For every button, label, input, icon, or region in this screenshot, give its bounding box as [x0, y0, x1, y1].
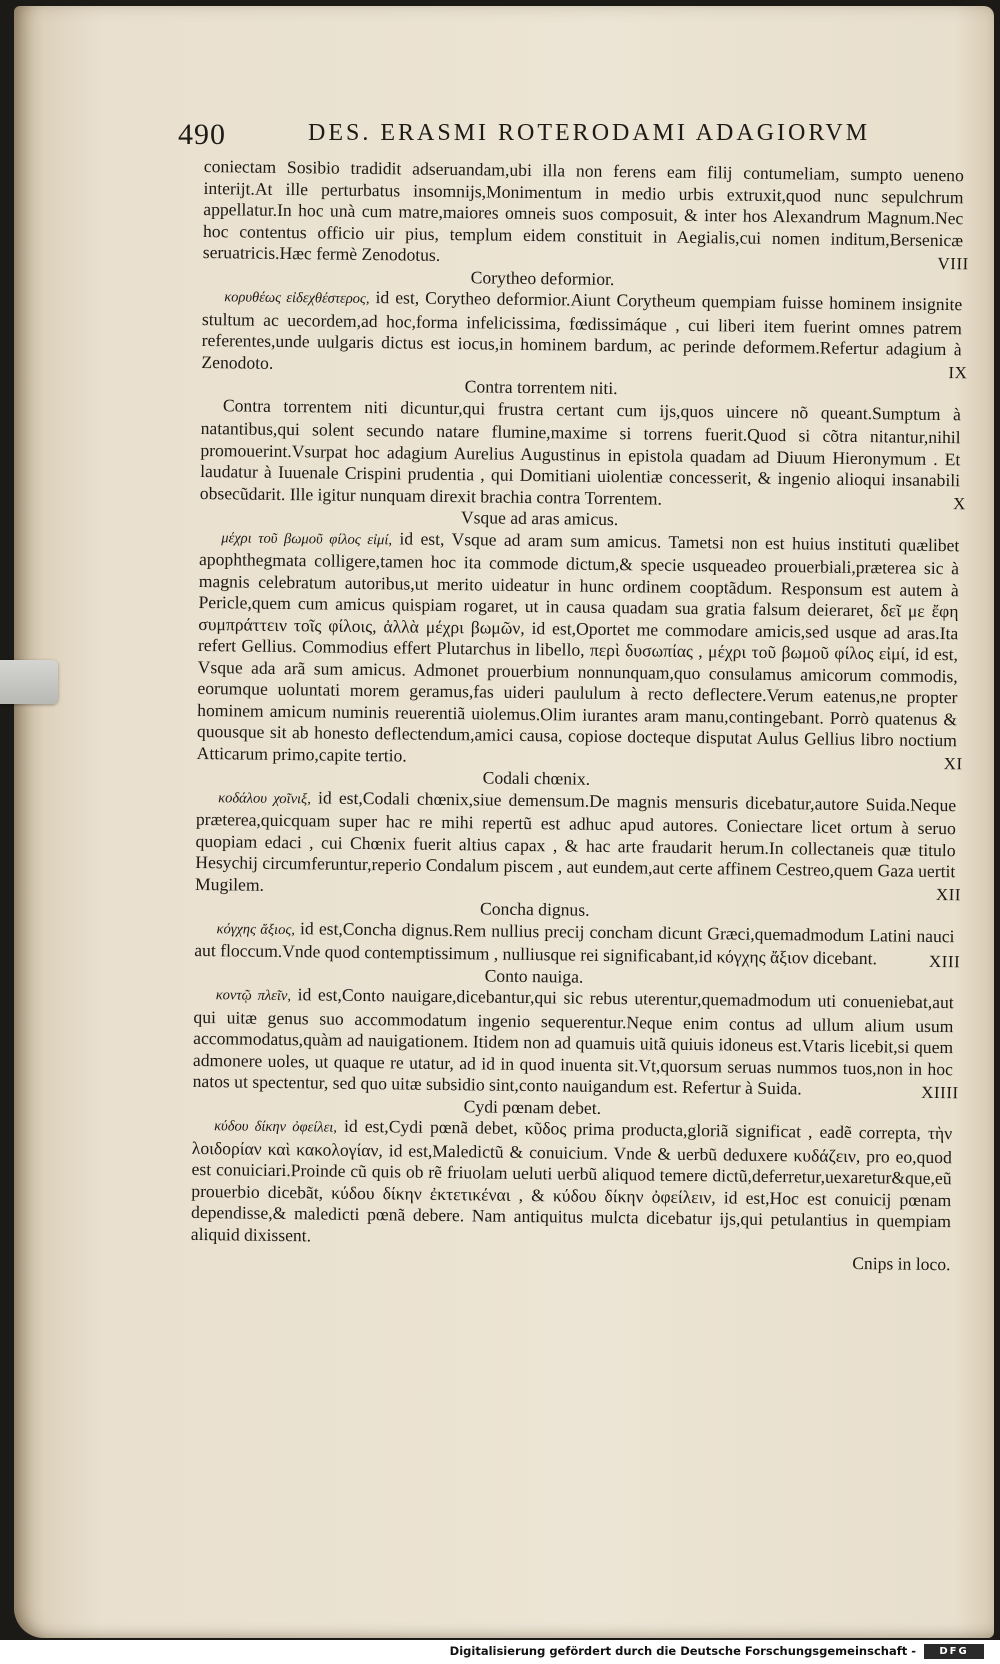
adage-block [192, 951, 961, 1101]
adage-block [190, 1082, 959, 1254]
text-body [190, 156, 969, 1276]
adage-greek: μέχρι τοῦ βωμοῦ φίλος εἰμί, [221, 529, 393, 548]
continuation-paragraph: coniectam Sosibio tradidit adseruandam,ubi illa non ferens eam filij contumeliam, sumpto ueneno interijt.At ille perturbatus insomnijs,Monimentum in medio urbis extruxit,quod nunc sepulchrum appellatur.In hoc unà cum matre,maiores omneis suos composuit, & inter hos Alexandrum Magnum.Nec hoc contentus officio uir pius, templum eidem constituit in Aegialis,cui nomen inditum,Bersenicæ seruatricis.Hæc fermè Zenodotus. [202, 156, 964, 265]
catchword: Cnips in loco. [852, 1253, 951, 1275]
adage-number: X [952, 494, 966, 514]
adage-title: Conto nauiga. [484, 964, 584, 987]
adage-number: VIII [937, 253, 969, 273]
adage-text-body: id est, Vsque ad aram sum amicus. Tametsi non est huius instituti quælibet apophthegmata colligere,tamen hoc ita commode dictum,& specie usqueadeo prouerbiali,præterea sic à magnis celebratum autoribus,ut merito uideatur in hunc ordinem cooptãdum. Responsum est autem à Pericle,quem cum amicus quispiam rogaret, ut in causa quadam sua gratia falsum deieraret, δεῖ με ἔφη συμπράττειν τοῖς φίλοις, ἀλλὰ μέχρι βωμῶν, id est,Oportet me commodare amicis,sed usque ad aras.Ita refert Gellius. Commodius effert Plutarchus in libello, περὶ δυσωπίας , μέχρι τοῦ βωμοῦ φίλος εἰμί, id est, Vsque ada arã sum amicus. Admonet prouerbium nonnunquam,quo consulamus amicorum commodis, eorumque uoluntati morem geramus,fas uideri paululum à recto deflectere.Verum eatenus,ne propter hominem amicum numinis reuerentiã uiolemus.Olim iurantes aram manu,contingebant. Porrò quatenus & quousque sit ab honesto deflectendum,amici causa, copiose docteque disputat Aulus Gellius libro noctium Atticarum primo,capite tertio. [196, 527, 960, 766]
adage-text [201, 285, 962, 382]
funding-credit: Digitalisierung gefördert durch die Deutsche Forschungsgemeinschaft - [449, 1644, 916, 1658]
running-head: DES. ERASMI ROTERODAMI ADAGIORVM [308, 120, 871, 146]
adage-text [191, 1114, 953, 1254]
adage-number: IX [948, 363, 968, 383]
adage-number: XIII [928, 951, 961, 971]
adage-text-body: Contra torrentem niti dicuntur,qui frustra certant cum ijs,quos uincere nõ queant.Sumptum à natantibus,qui solent secundo natare flumine,maxime si torrens fuerit.Quod si cõtra nitantur,nihil promouerint.Vsurpat hoc adagium Aurelius Augustinus in epistola quadam ad Diuum Hieronymum . Et laudatur à Iuuenale Crispini prudentia , qui Domitiani uiolentiæ concesserit, & ingenio alioqui insanabili obsecũdarit. Ille igitur nunquam direxit brachia contra Torrentem. [199, 394, 962, 509]
adage-number: XII [935, 884, 962, 905]
adage-text-body: id est, Corytheo deformior.Aiunt Corytheum quempiam fuisse hominem insignite stultum ac uecordem,ad hoc,forma infelicissima, fœdissimáque , cui liberi item fuerint omnes patrem referentes,unde uulgaris dictus est iocus,in hominem bardum, ac perinde deformem.Refertur adagium à Zenodoto. [201, 287, 963, 373]
footer-bar [0, 1640, 1000, 1664]
adage-title: Cydi pœnam debet. [463, 1095, 602, 1118]
adage-block [199, 363, 968, 513]
adage-title: Concha dignus. [479, 898, 590, 920]
adage-title: Corytheo deformior. [470, 266, 615, 289]
adage-greek: κόγχης ἄξιος, [216, 920, 296, 938]
bookmark-tab [0, 660, 58, 704]
adage-text-body: id est,Conto nauigare,dicebantur,qui sic rebus uterentur,quemadmodum uti conueniebat,aut qui uitæ genus suo accommodatum ingenio sequerentur.Neque enim contus ad ullum alium usum accommodatus,quàm ad nauigationem. Itidem non ad quamuis uitã quiuis idoneus est.Vtaris licebit,si quem admonere uoles, ut quaque re utatur, ad id in quod inuenta sit.Vt,quorsum seruas nummos tuos,non in hoc natos ut spectentur, sed quo uitæ subsidio sint,conto nauigandum est. Refertur à Suida. [192, 984, 954, 1099]
adage-number: XI [943, 754, 963, 774]
adage-text [200, 394, 961, 513]
adage-title: Vsque ad aras amicus. [460, 507, 619, 530]
adage-title: Codali chœnix. [482, 767, 591, 789]
adage-block [194, 884, 962, 971]
adage-block [194, 754, 963, 904]
dfg-logo-icon: DFG [924, 1644, 984, 1659]
adage-text [197, 525, 960, 773]
adage-title: Contra torrentem niti. [464, 376, 618, 399]
adage-text-body: id est,Cydi pœnã debet, κῦδος prima producta,gloriã significat , eadẽ correpta, τὴν λοιδορίαν καὶ κακολογίαν, id est,Maledictũ & conuicium. Vnde & uerbũ deduxere κυδάζειν, pro eo,quod est conuiciari.Proinde cũ quis ob rẽ friuolam ueluti uerbũ aliquod temere dictũ,deferretur,uexaretur&que,eũ prouerbio dicebãt, κύδου δίκην ἐκτετικέναι , & κύδου δίκην ὀφείλειν, id est,Hoc est conuicij pœnam dependisse,& maledicti pœnã debere. Nam antiquitus mulcta dicebatur ijs,qui petulantius in quempiam aliquid dixissent. [190, 1115, 953, 1245]
adage-greek: κορυθέως εἰδεχθέστερος, [224, 289, 370, 308]
adage-block [196, 494, 966, 773]
page-header [178, 118, 928, 152]
adage-greek: κοντῷ πλεῖν, [215, 987, 292, 1005]
adage-text [195, 785, 956, 904]
adage-greek: κοδάλου χοῖνιξ, [218, 789, 312, 807]
page-number: 490 [178, 118, 226, 151]
adage-greek: κύδου δίκην ὀφείλει, [214, 1118, 338, 1136]
adage-block [201, 253, 969, 382]
adage-text-body: id est,Concha dignus.Rem nullius precij concham dicunt Græci,quemadmodum Latini nauci aut floccum.Vnde quod contemptissimum , nulliusque rei significabant,id κόγχης ἄξιον dicebant. [194, 917, 955, 969]
adage-text-body: id est,Codali chœnix,siue demensum.De magnis mensuris dicebatur,autore Suida.Neque præterea,quicquam super hac re mihi repertũ est adhuc apud autores. Coniectare licet ortum à seruo quopiam edaci , cui Chœnix fuerit altius capax , & hac arte fraudarit herum.In collectaneis quæ titulo Hesychij circumferuntur,reperio Condalum piscem , aut eundem,aut certe affinem Cestreo,quem Gaza uertit Mugilem. [194, 786, 957, 895]
adage-text [193, 983, 954, 1102]
adage-number: XIIII [921, 1082, 959, 1102]
